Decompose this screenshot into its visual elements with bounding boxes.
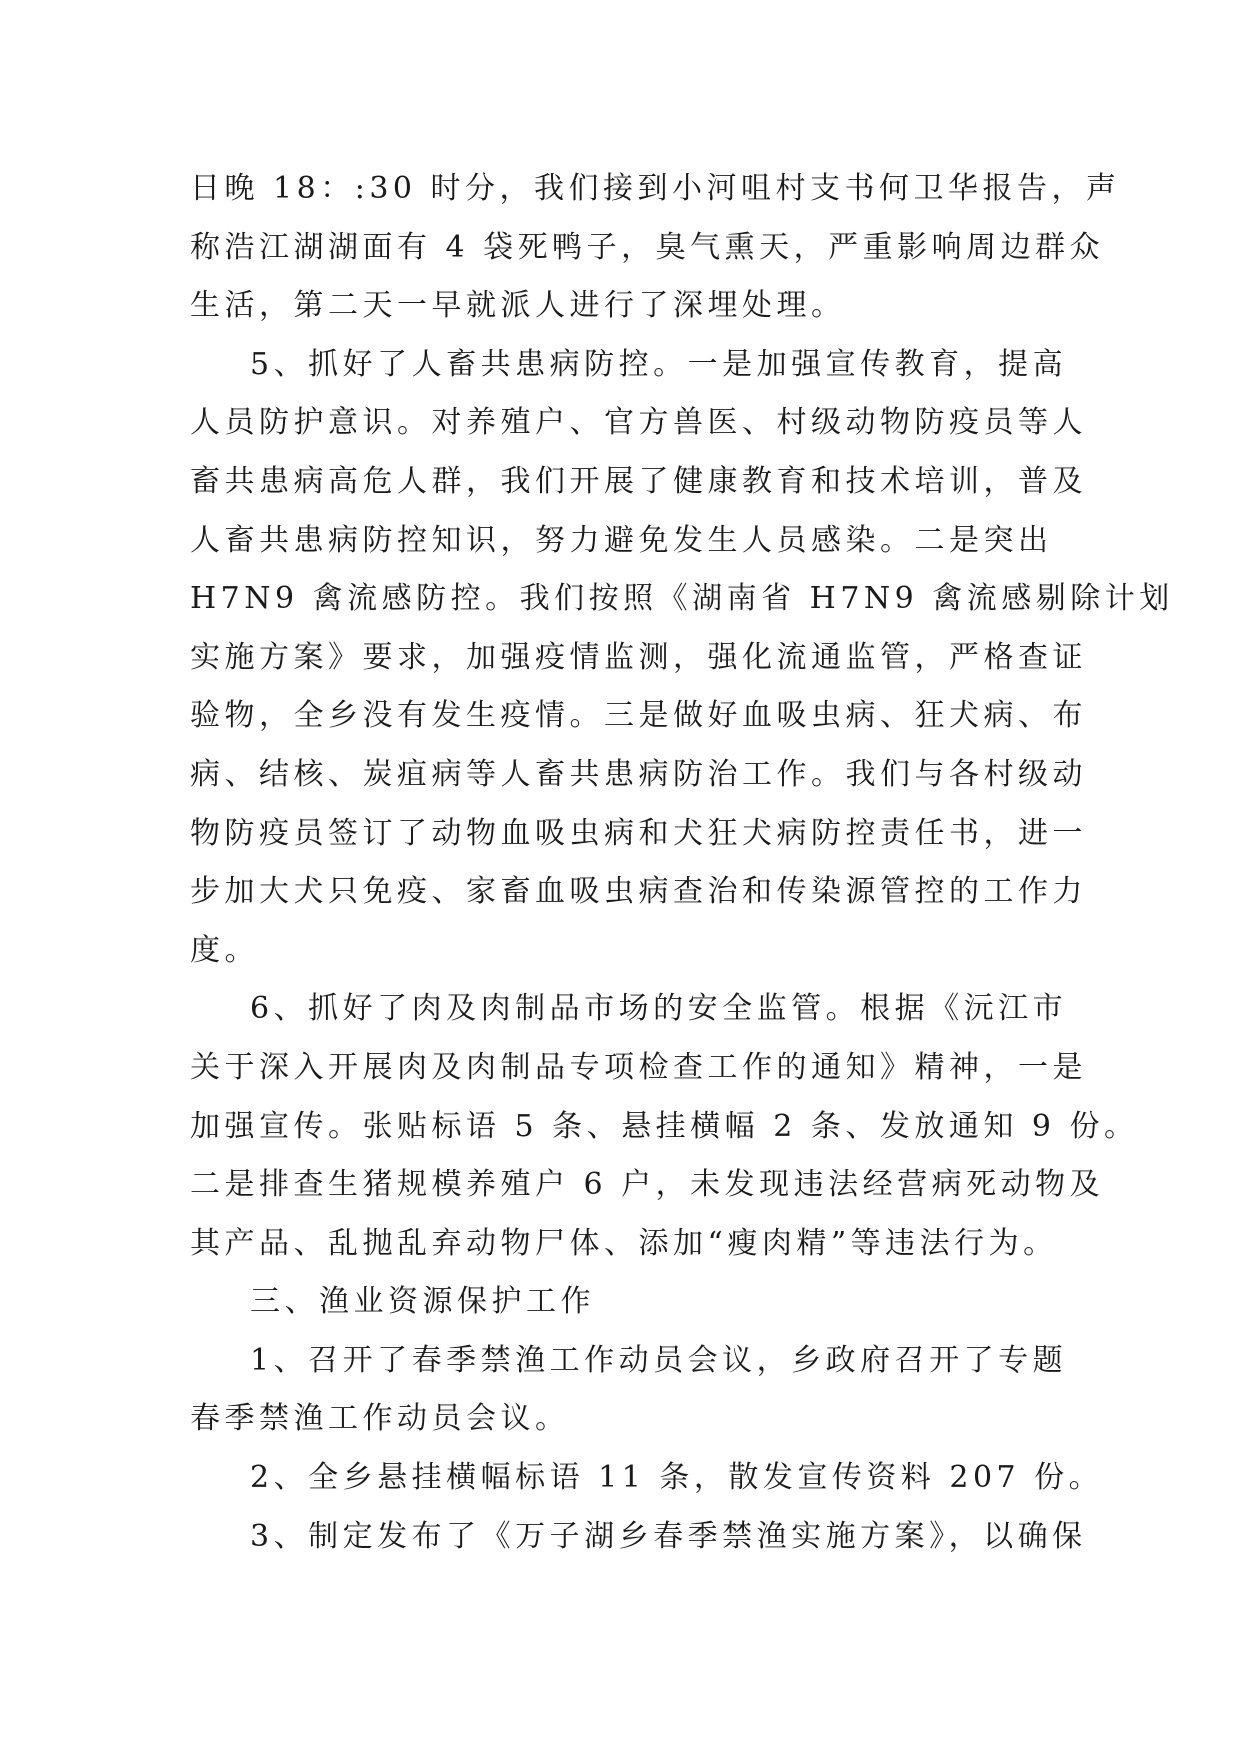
text-line: 度。 bbox=[190, 932, 259, 968]
text-line: 日晚 18：:30 时分，我们接到小河咀村支书何卫华报告，声 bbox=[190, 171, 1121, 206]
text-line: 6、抓好了肉及肉制品市场的安全监管。根据《沅江市 bbox=[250, 991, 1068, 1027]
text-line: 畜共患病高危人群，我们开展了健康教育和技术培训，普及 bbox=[190, 463, 1087, 499]
document-body bbox=[190, 160, 1174, 1566]
text-line: 关于深入开展肉及肉制品专项检查工作的通知》精神，一是 bbox=[190, 1049, 1087, 1085]
text-line: 步加大犬只免疫、家畜血吸虫病查治和传染源管控的工作力 bbox=[190, 874, 1087, 910]
text-line: H7N9 禽流感防控。我们按照《湖南省 H7N9 禽流感剔除计划 bbox=[190, 581, 1174, 617]
text-line: 人员防护意识。对养殖户、官方兽医、村级动物防疫员等人 bbox=[190, 405, 1087, 441]
text-line: 3、制定发布了《万子湖乡春季禁渔实施方案》，以确保 bbox=[250, 1518, 1087, 1554]
text-line: 验物，全乡没有发生疫情。三是做好血吸虫病、狂犬病、布 bbox=[190, 698, 1087, 734]
text-line: 人畜共患病防控知识，努力避免发生人员感染。二是突出 bbox=[190, 522, 1053, 558]
text-line: 其产品、乱抛乱弃动物尸体、添加“瘦肉精”等违法行为。 bbox=[190, 1225, 1058, 1261]
text-line: 春季禁渔工作动员会议。 bbox=[190, 1401, 570, 1437]
text-line: 1、召开了春季禁渔工作动员会议，乡政府召开了专题 bbox=[250, 1342, 1068, 1378]
text-line: 实施方案》要求，加强疫情监测，强化流通监管，严格查证 bbox=[190, 639, 1087, 675]
text-line: 病、结核、炭疽病等人畜共患病防治工作。我们与各村级动 bbox=[190, 756, 1087, 792]
text-line: 加强宣传。张贴标语 5 条、悬挂横幅 2 条、发放通知 9 份。 bbox=[190, 1108, 1139, 1144]
text-line: 称浩江湖湖面有 4 袋死鸭子，臭气熏天，严重影响周边群众 bbox=[190, 229, 1105, 265]
text-line: 2、全乡悬挂横幅标语 11 条，散发宣传资料 207 份。 bbox=[250, 1460, 1104, 1496]
text-line: 生活，第二天一早就派人进行了深埋处理。 bbox=[190, 288, 846, 324]
text-line: 二是排查生猪规模养殖户 6 户，未发现违法经营病死动物及 bbox=[190, 1167, 1105, 1203]
text-line: 物防疫员签订了动物血吸虫病和犬狂犬病防控责任书，进一 bbox=[190, 815, 1087, 851]
text-line: 三、渔业资源保护工作 bbox=[250, 1284, 595, 1320]
text-line: 5、抓好了人畜共患病防控。一是加强宣传教育，提高 bbox=[250, 346, 1068, 382]
